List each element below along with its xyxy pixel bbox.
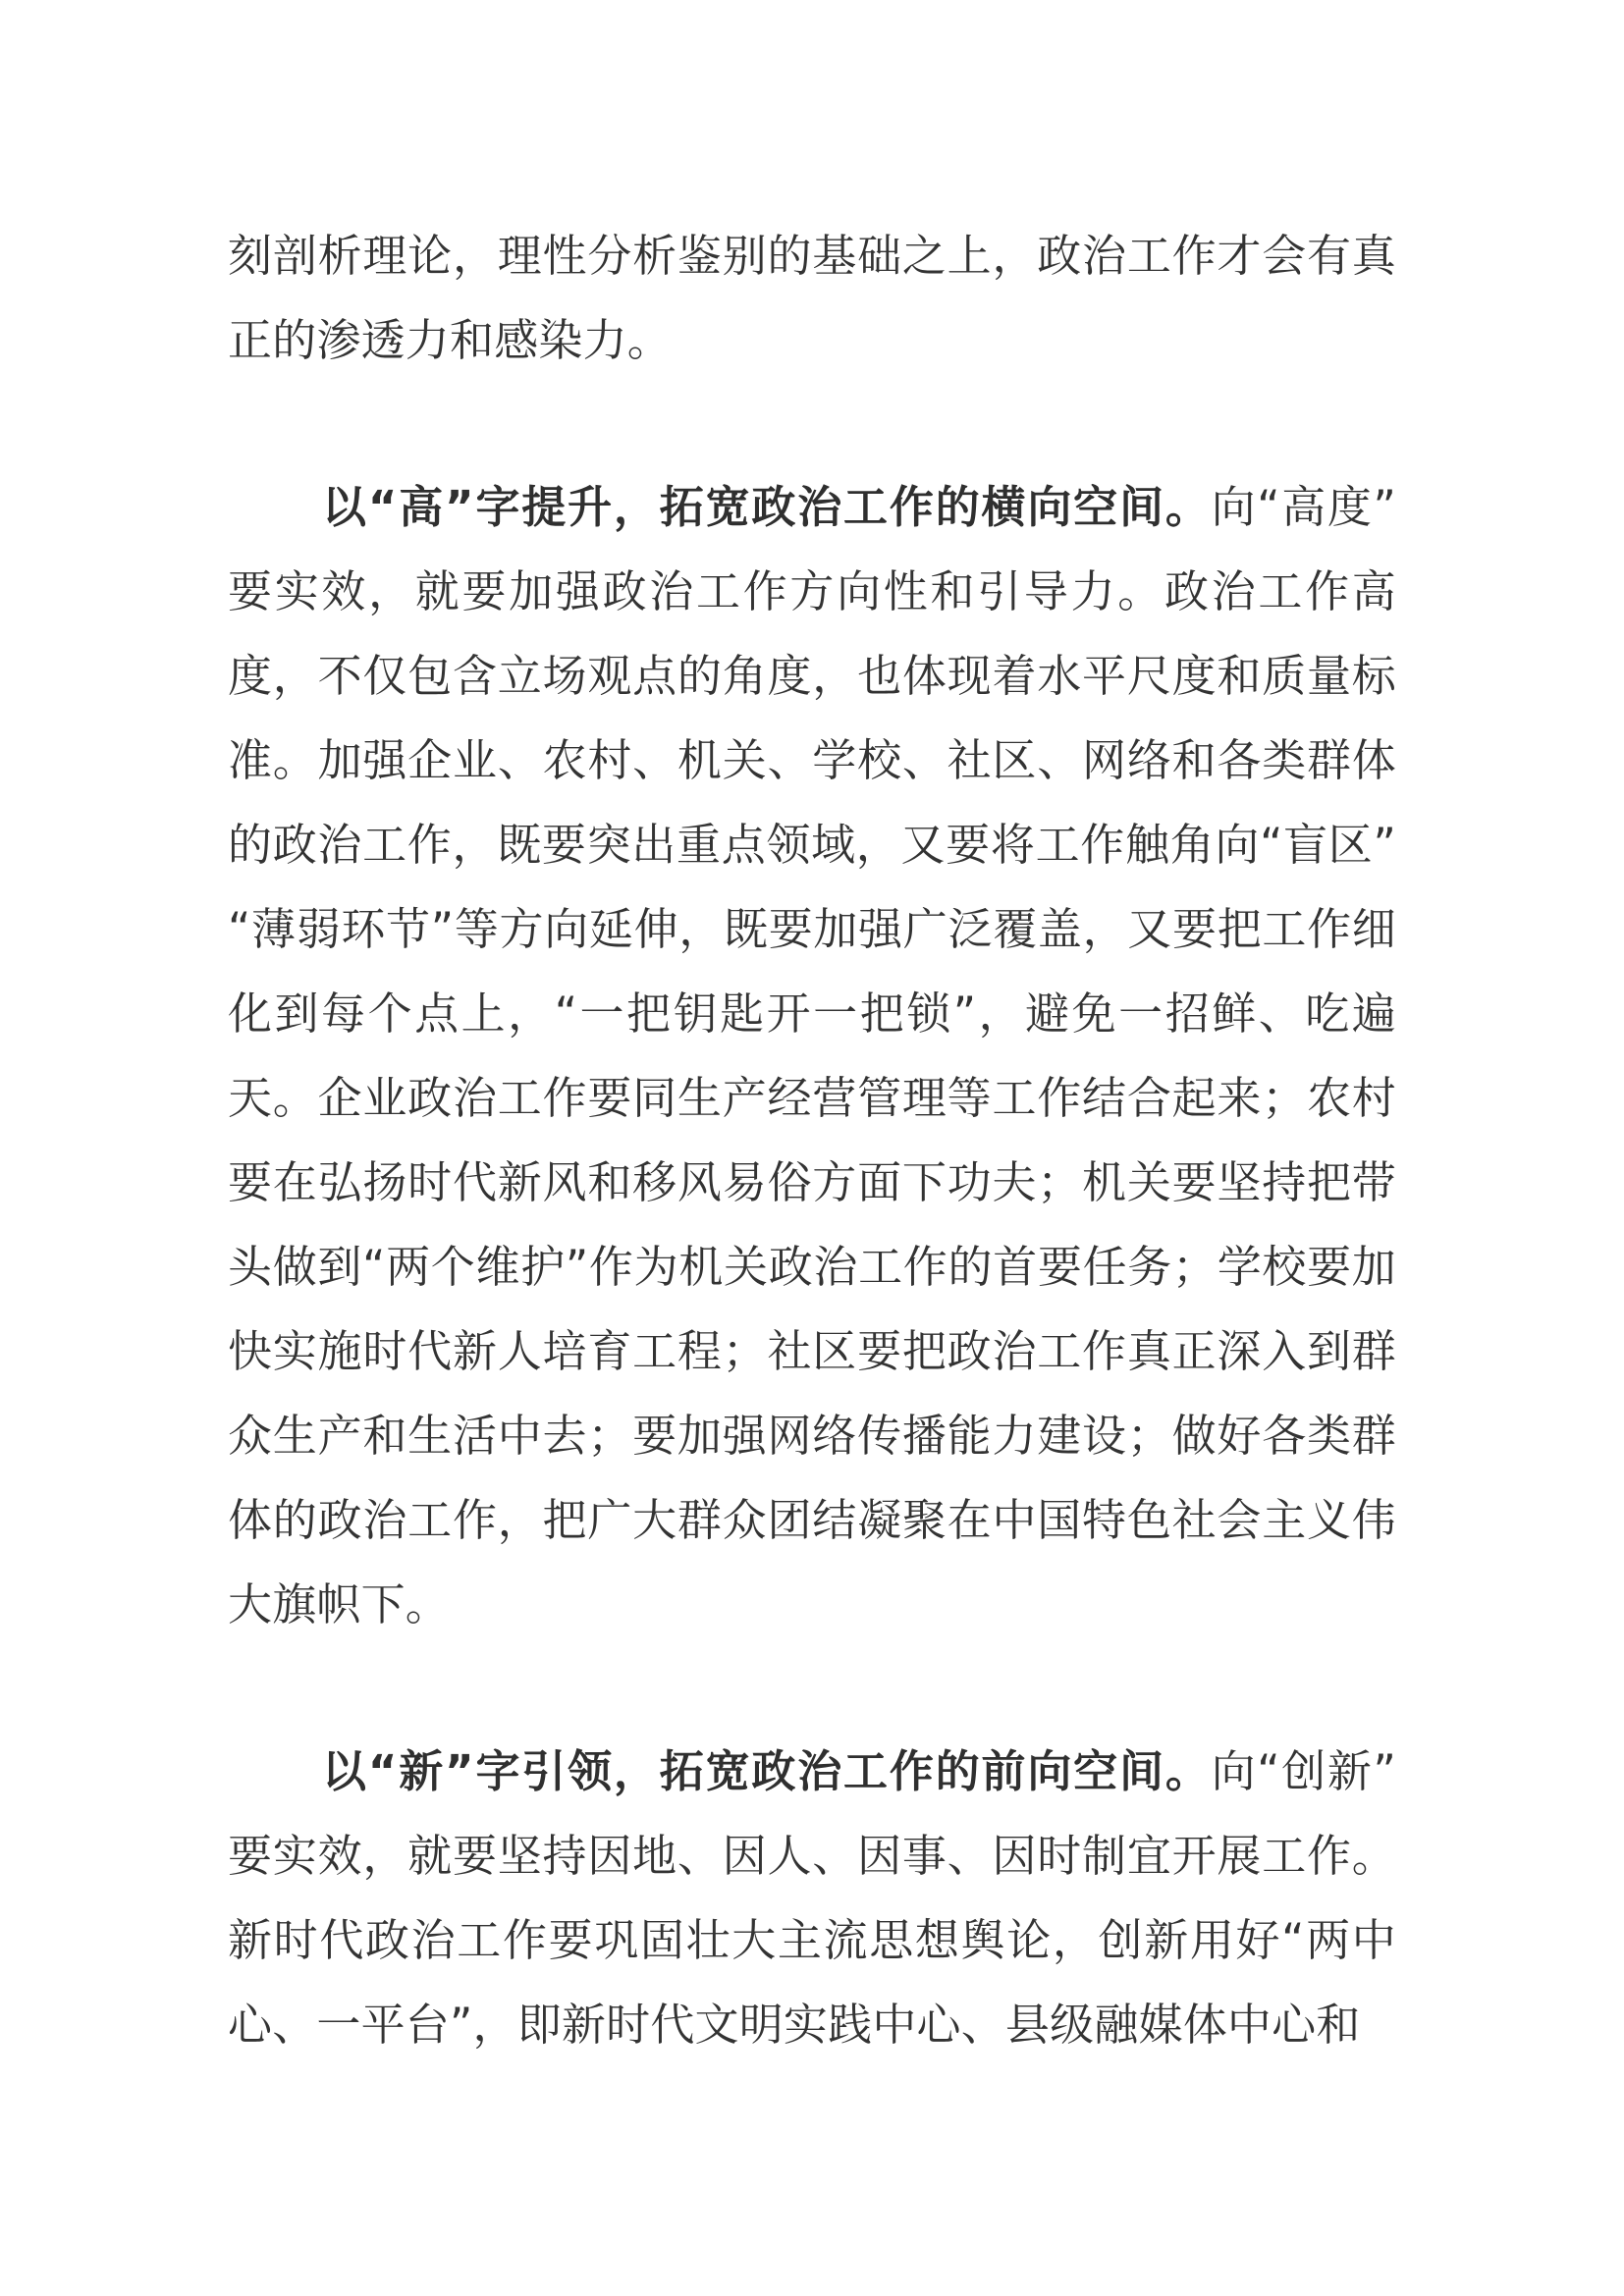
section-gao-text: 向“高度”要实效，就要加强政治工作方向性和引导力。政治工作高度，不仅包含立场观点的角度，也体现着水平尺度和质量标准。加强企业、农村、机关、学校、社区、网络和各类群体的政治工作，既要突出重点领域，又要将工作触角向“盲区”“薄弱环节”等方向延伸，既要加强广泛覆盖，又要把工作细化到每个点上，“一把钥匙开一把锁”，避免一招鲜、吃遍天。企业政治工作要同生产经营管理等工作结合起来；农村要在弘扬时代新风和移风易俗方面下功夫；机关要坚持把带头做到“两个维护”作为机关政治工作的首要任务；学校要加快实施时代新人培育工程；社区要把政治工作真正深入到群众生产和生活中去；要加强网络传播能力建设；做好各类群体的政治工作，把广大群众团结凝聚在中国特色社会主义伟大旗帜下。: [228, 481, 1396, 1630]
section-xin-lead: 以“新”字引领，拓宽政治工作的前向空间。: [322, 1745, 1212, 1797]
paragraph-spacer-2: [228, 1647, 1396, 1730]
paragraph-section-gao: [228, 465, 1396, 1647]
section-gao-lead: 以“高”字提升，拓宽政治工作的横向空间。: [322, 481, 1212, 533]
paragraph-spacer-1: [228, 383, 1396, 465]
paragraph-continuation-text: 刻剖析理论，理性分析鉴别的基础之上，政治工作才会有真正的渗透力和感染力。: [228, 230, 1396, 366]
document-body: [228, 214, 1396, 2067]
paragraph-section-xin: [228, 1730, 1396, 2067]
paragraph-continuation: [228, 214, 1396, 383]
section-xin-text: 向“创新”要实效，就要坚持因地、因人、因事、因时制宜开展工作。新时代政治工作要巩固壮大主流思想舆论，创新用好“两中心、一平台”，即新时代文明实践中心、县级融媒体中心和: [228, 1745, 1396, 2051]
